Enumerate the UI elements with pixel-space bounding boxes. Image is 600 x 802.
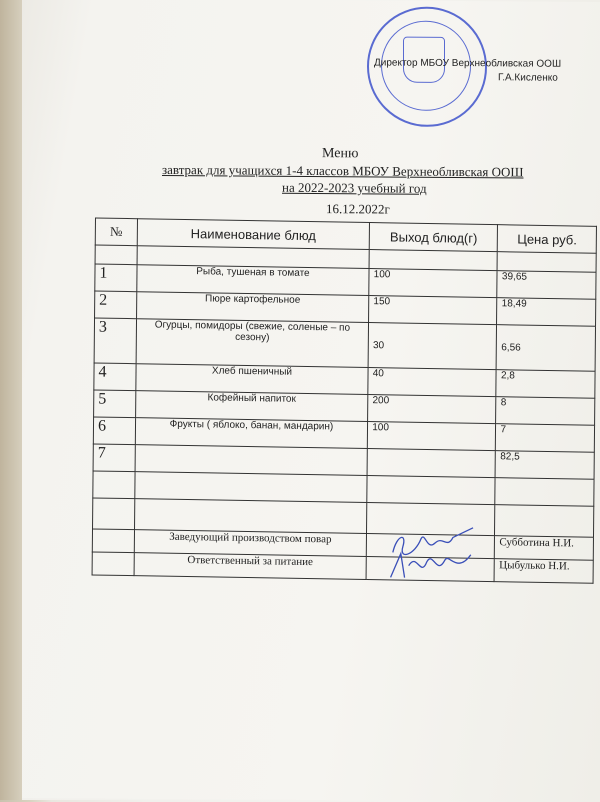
paper-sheet [22,0,600,802]
row-price: 39,65 [497,271,596,300]
handwritten-signature-icon [387,547,477,582]
table-cell [495,505,594,538]
menu-table [92,217,597,583]
row-num: 1 [95,264,137,292]
table-edge [0,0,22,800]
row-num: 3 [94,318,136,364]
row-output: 100 [369,269,498,298]
signature-name: Субботина Н.И. [495,536,594,561]
table-cell [95,245,137,265]
director-name: Г.А.Кисленко [498,72,558,84]
row-output: 200 [368,395,497,424]
header-name: Наименование блюд [137,219,370,250]
table-cell [92,529,134,553]
total-price: 82,5 [496,451,595,480]
row-num: 4 [94,363,136,391]
row-num: 6 [93,417,135,445]
row-price: 2,8 [496,370,595,399]
row-output: 40 [368,368,497,397]
row-dish: Пюре картофельное [136,292,369,323]
table-cell [134,499,367,534]
director-title: Директор МБОУ Верхнеобливская ООШ [374,57,562,70]
table-cell [495,478,594,507]
row-dish: Кофейный напиток [135,391,368,422]
header-num: № [95,218,137,246]
menu-heading: Меню [322,146,359,162]
row-num: 2 [95,291,137,319]
table-cell [498,252,597,273]
row-price: 18,49 [497,298,596,327]
table-cell [92,552,134,576]
row-num: 5 [94,390,136,418]
row-num: 7 [93,444,135,472]
row-price: 6,56 [497,325,596,372]
row-output: 100 [368,422,497,451]
row-dish [135,445,368,476]
menu-date: 16.12.2022г [326,201,390,217]
row-dish: Хлеб пшеничный [136,364,369,395]
school-year: на 2022-2023 учебный год [282,179,427,196]
table-cell [93,498,135,530]
row-dish: Огурцы, помидоры (свежие, соленые – по сезону) [136,319,369,368]
table-cell [135,472,368,503]
table-cell [369,250,497,271]
signature-role: Заведующий производством повар [134,530,367,557]
signature-role: Ответственный за питание [134,553,367,580]
row-output: 150 [369,296,498,325]
row-output [367,449,496,478]
row-dish: Фрукты ( яблоко, банан, мандарин) [135,418,368,449]
header-price: Цена руб. [498,225,597,254]
menu-subtitle: завтрак для учащихся 1-4 классов МБОУ Верхнеобливская ООШ [162,161,524,180]
table-cell [367,476,496,505]
row-output: 30 [368,323,497,370]
row-price: 8 [496,397,595,426]
table-cell [93,471,135,499]
header-output: Выход блюд(г) [369,223,498,252]
row-price: 7 [496,424,595,453]
row-dish: Рыба, тушеная в томате [136,265,369,296]
signature-name: Цыбулько Н.И. [495,559,594,584]
signature-cell [366,557,494,582]
